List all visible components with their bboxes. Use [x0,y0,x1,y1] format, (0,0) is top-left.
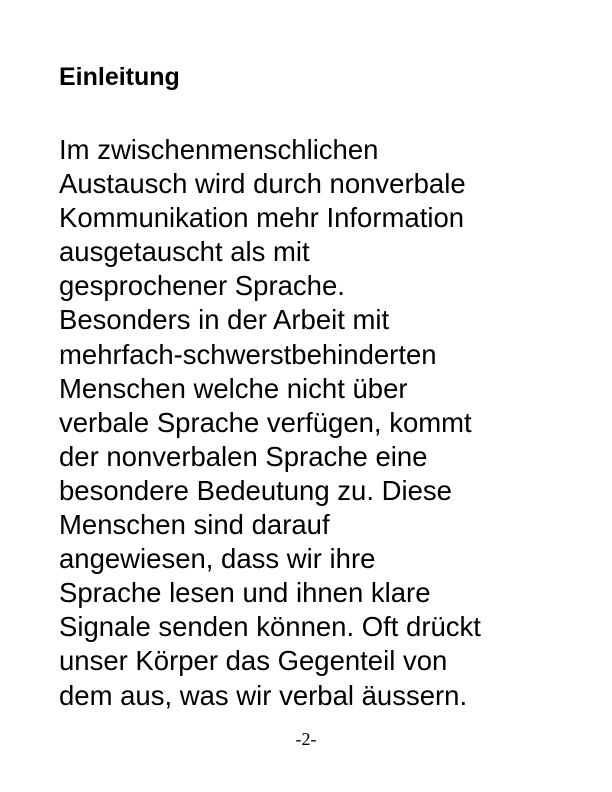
text-line: gesprochener Sprache. [59,270,345,302]
text-line: Austausch wird durch nonverbale [59,168,466,200]
section-heading: Einleitung [59,63,180,91]
text-line: dem aus, was wir verbal äussern. [59,679,468,711]
page-number: -2- [295,729,317,749]
text-line: Menschen sind darauf [59,509,330,541]
text-line: besondere Bedeutung zu. Diese [59,474,452,506]
text-line: unser Körper das Gegenteil von [59,645,448,677]
text-line: Signale senden können. Oft drückt [59,611,481,643]
text-line: angewiesen, dass wir ihre [59,543,376,575]
text-line: verbale Sprache verfügen, kommt [59,406,472,438]
text-line: ausgetauscht als mit [59,236,310,268]
body-paragraph [59,133,609,713]
text-line: Sprache lesen und ihnen klare [59,577,431,609]
text-line: mehrfach-schwerstbehinderten [59,338,437,370]
text-line: Besonders in der Arbeit mit [59,304,390,336]
text-line: der nonverbalen Sprache eine [59,440,428,472]
text-line: Im zwischenmenschlichen [59,134,379,165]
text-line: Menschen welche nicht über [59,372,408,404]
text-line: Kommunikation mehr Information [59,202,465,234]
